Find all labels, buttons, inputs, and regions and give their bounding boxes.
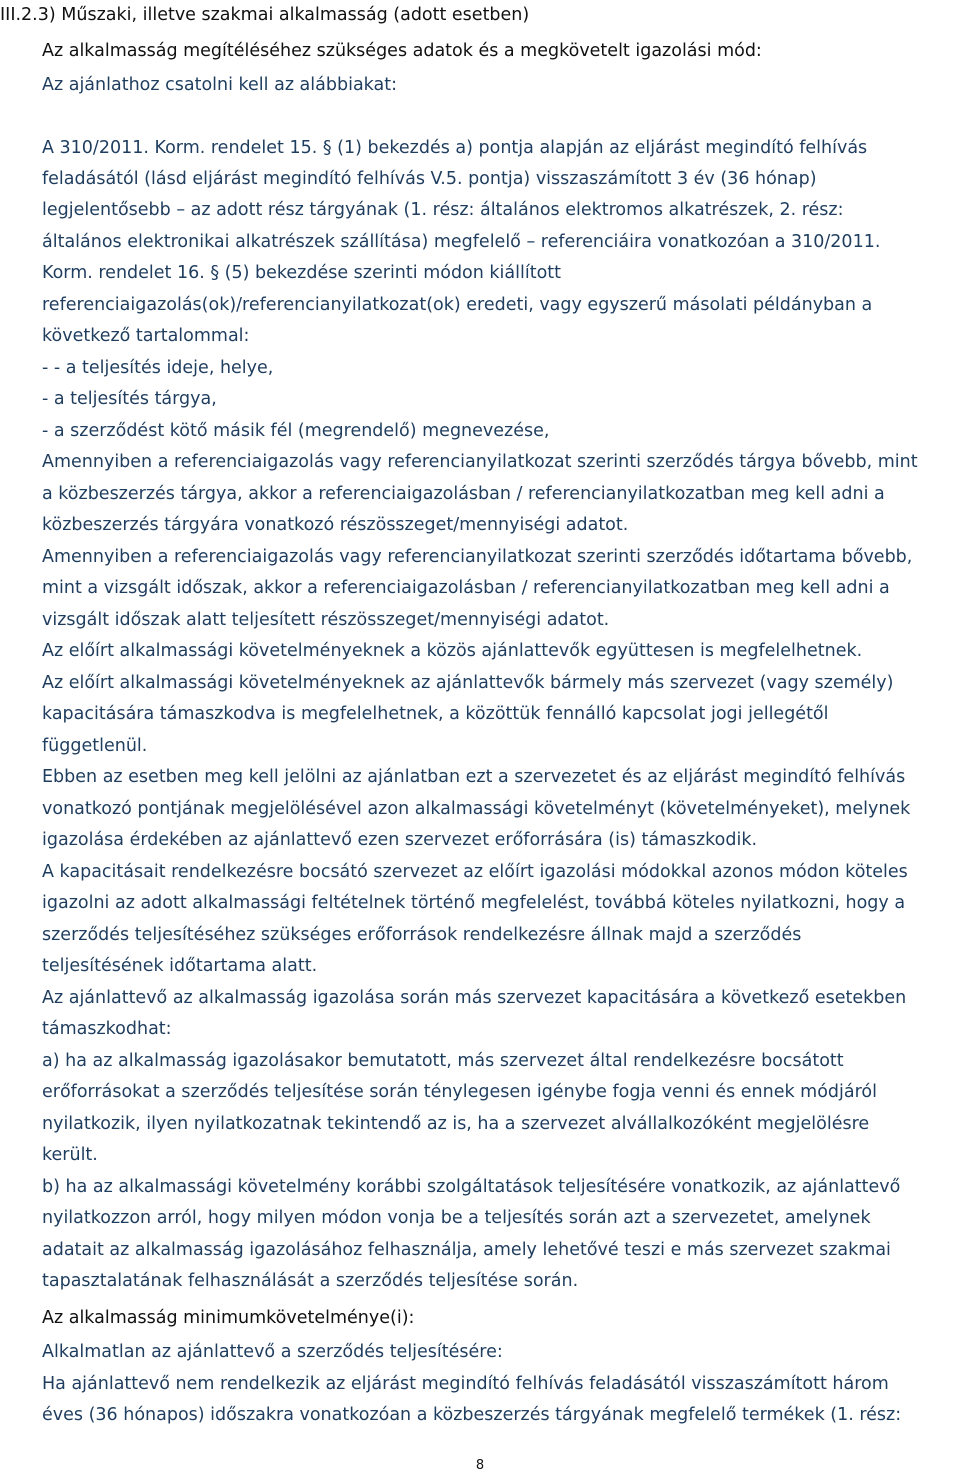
body-line: vonatkozó pontjának megjelölésével azon alkalmassági követelményt (követelményeket), melynek — [42, 799, 911, 819]
body-line: szerződés teljesítéséhez szükséges erőforrások rendelkezésre állnak majd a szerződés — [42, 925, 802, 945]
body-line: Korm. rendelet 16. § (5) bekezdése szerinti módon kiállított — [42, 263, 562, 283]
page-number: 8 — [475, 1458, 485, 1473]
body-line: Ebben az esetben meg kell jelölni az ajánlatban ezt a szervezetet és az eljárást megindító felhívás — [42, 767, 906, 787]
body-line: nyilatkozzon arról, hogy milyen módon vonja be a teljesítés során azt a szervezetet, amelynek — [42, 1208, 871, 1228]
body-line: nyilatkozik, ilyen nyilatkozatnak tekintendő az is, ha a szervezet alvállalkozóként megjelölésre — [42, 1114, 870, 1134]
body-line: - a szerződést kötő másik fél (megrendelő) megnevezése, — [42, 421, 550, 441]
body-line: a közbeszerzés tárgya, akkor a referenciaigazolásban / referencianyilatkozatban meg kell adni a — [42, 484, 885, 504]
body-line: igazolni az adott alkalmassági feltételnek történő megfelelést, továbbá köteles nyilatkozni, hogy a — [42, 893, 906, 913]
body-line: Az ajánlattevő az alkalmasság igazolása során más szervezet kapacitására a következő esetekben — [42, 988, 907, 1008]
body-line: igazolása érdekében az ajánlattevő ezen szervezet erőforrására (is) támaszkodik. — [42, 830, 758, 850]
section-title: III.2.3) Műszaki, illetve szakmai alkalmasság (adott esetben) — [0, 5, 530, 25]
body-line: - a teljesítés tárgya, — [42, 389, 217, 409]
body-line: támaszkodhat: — [42, 1019, 172, 1039]
min-requirements-line: Ha ajánlattevő nem rendelkezik az eljárást megindító felhívás feladásától visszaszámított három — [42, 1374, 889, 1394]
min-requirements-line: éves (36 hónapos) időszakra vonatkozóan a közbeszerzés tárgyának megfelelő termékek (1. rész: — [42, 1405, 902, 1425]
body-line: referenciaigazolás(ok)/referencianyilatkozat(ok) eredeti, vagy egyszerű másolati példányban a — [42, 295, 873, 315]
body-line: következő tartalommal: — [42, 326, 250, 346]
body-line: Az előírt alkalmassági követelményeknek a közös ajánlattevők együttesen is megfelelhetnek. — [42, 641, 863, 661]
body-line: tapasztalatának felhasználását a szerződés teljesítése során. — [42, 1271, 579, 1291]
body-line: feladásától (lásd eljárást megindító felhívás V.5. pontja) visszaszámított 3 év (36 hónap) — [42, 169, 817, 189]
subheading: Az alkalmasság megítéléséhez szükséges adatok és a megkövetelt igazolási mód: — [42, 41, 762, 61]
min-requirements-subheading: Alkalmatlan az ajánlattevő a szerződés teljesítésére: — [42, 1342, 503, 1362]
body-line: Amennyiben a referenciaigazolás vagy referencianyilatkozat szerinti szerződés időtartama bővebb, — [42, 547, 913, 567]
body-line: került. — [42, 1145, 98, 1165]
body-line: általános elektronikai alkatrészek szállítása) megfelelő – referenciáira vonatkozóan a 310/2011. — [42, 232, 881, 252]
min-requirements-heading: Az alkalmasság minimumkövetelménye(i): — [42, 1308, 415, 1328]
body-line: teljesítésének időtartama alatt. — [42, 956, 318, 976]
body-line: Az előírt alkalmassági követelményeknek az ajánlattevők bármely más szervezet (vagy személy) — [42, 673, 894, 693]
body-line: - - a teljesítés ideje, helye, — [42, 358, 274, 378]
body-line: függetlenül. — [42, 736, 148, 756]
body-line: vizsgált időszak alatt teljesített részösszeget/mennyiségi adatot. — [42, 610, 610, 630]
body-line: erőforrásokat a szerződés teljesítése során ténylegesen igénybe fogja venni és ennek módjáról — [42, 1082, 877, 1102]
body-line: kapacitására támaszkodva is megfelelhetnek, a közöttük fennálló kapcsolat jogi jellegétől — [42, 704, 829, 724]
body-line: A kapacitásait rendelkezésre bocsátó szervezet az előírt igazolási módokkal azonos módon köteles — [42, 862, 908, 882]
body-line: közbeszerzés tárgyára vonatkozó részösszeget/mennyiségi adatot. — [42, 515, 629, 535]
body-line: a) ha az alkalmasság igazolásakor bemutatott, más szervezet által rendelkezésre bocsátott — [42, 1051, 844, 1071]
intro-text: Az ajánlathoz csatolni kell az alábbiakat: — [42, 75, 397, 95]
body-line: adatait az alkalmasság igazolásához felhasználja, amely lehetővé teszi e más szervezet szakmai — [42, 1240, 891, 1260]
body-line: legjelentősebb – az adott rész tárgyának (1. rész: általános elektromos alkatrészek, 2. rész: — [42, 200, 844, 220]
body-line: b) ha az alkalmassági követelmény korábbi szolgáltatások teljesítésére vonatkozik, az ajánlattevő — [42, 1177, 901, 1197]
body-line: mint a vizsgált időszak, akkor a referenciaigazolásban / referencianyilatkozatban meg kell adni a — [42, 578, 890, 598]
body-line: A 310/2011. Korm. rendelet 15. § (1) bekezdés a) pontja alapján az eljárást megindító felhívás — [42, 138, 868, 158]
body-line: Amennyiben a referenciaigazolás vagy referencianyilatkozat szerinti szerződés tárgya bővebb, mint — [42, 452, 918, 472]
